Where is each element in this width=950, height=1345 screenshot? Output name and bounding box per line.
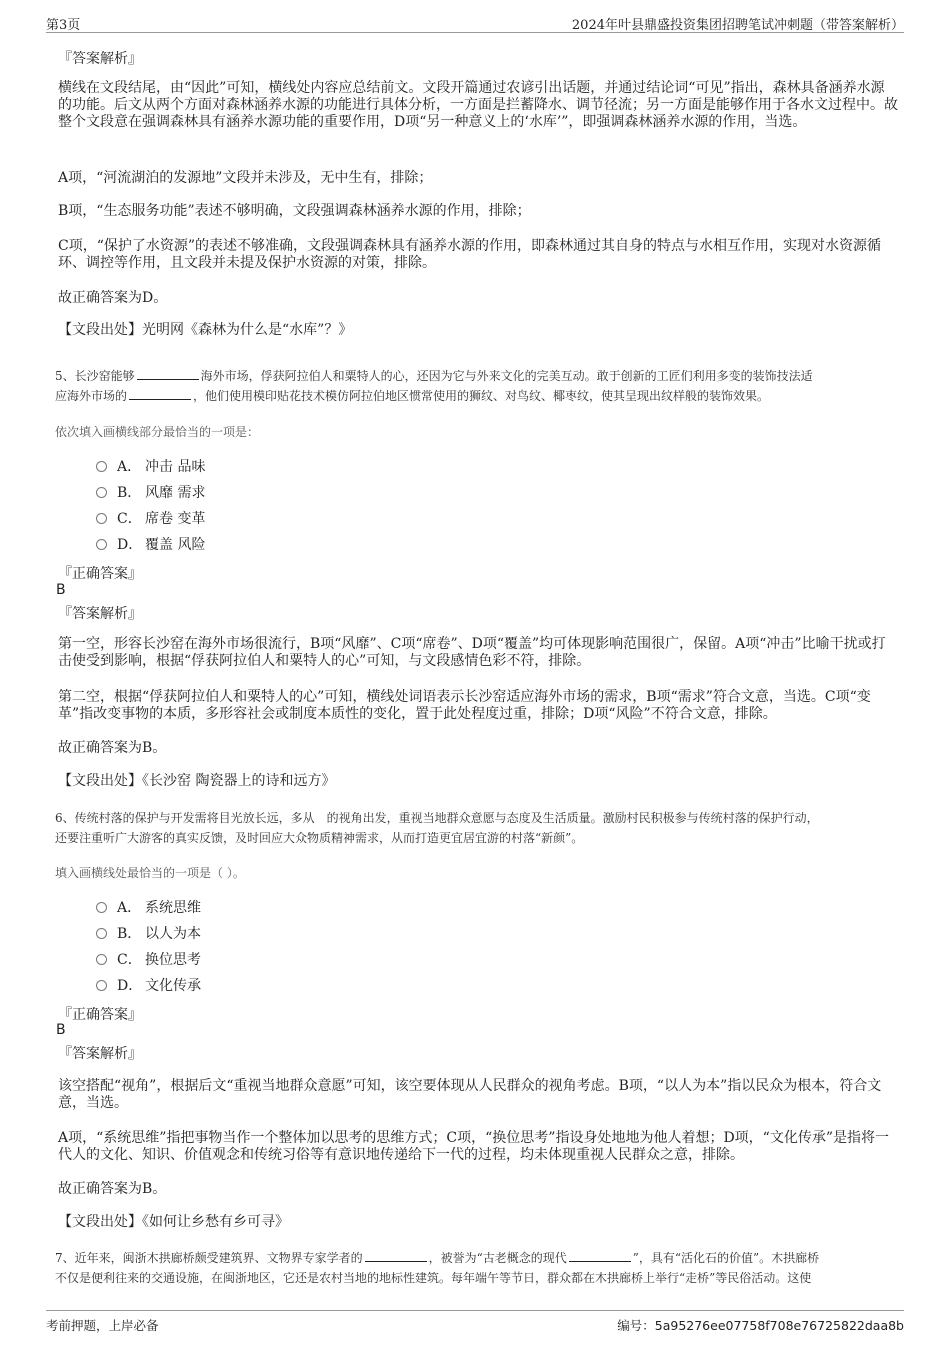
blank-line [129, 387, 191, 400]
page-number: 第3页 [46, 18, 81, 33]
blank-line [317, 810, 325, 822]
footer-slogan: 考前押题，上岸必备 [46, 1318, 159, 1333]
document-code: 编号：5a95276ee07758f708e76725822daa8b [617, 1318, 904, 1333]
q6-analysis-label: 『答案解析』 [58, 1046, 142, 1062]
q6-correct-label: 『正确答案』 [58, 1007, 142, 1023]
q5-option-c[interactable]: C． 席卷 变革 [96, 508, 205, 528]
q5-option-a[interactable]: A． 冲击 品味 [96, 456, 205, 476]
q5-answer: 故正确答案为B。 [58, 740, 167, 756]
q6-source: 【文段出处】《如何让乡愁有乡可寻》 [58, 1214, 289, 1230]
blank-line [365, 1249, 427, 1262]
q5-correct-answer: B [56, 582, 66, 598]
q4-analysis-label: 『答案解析』 [58, 51, 142, 67]
q5-instruction: 依次填入画横线部分最恰当的一项是： [55, 425, 260, 439]
q5-option-d[interactable]: D． 覆盖 风险 [96, 534, 205, 554]
radio-icon[interactable] [96, 539, 107, 550]
q6-option-c[interactable]: C． 换位思考 [96, 949, 201, 969]
q5-analysis-label: 『答案解析』 [58, 606, 142, 622]
q6-option-a[interactable]: A． 系统思维 [96, 897, 201, 917]
radio-icon[interactable] [96, 928, 107, 939]
q6-analysis-p2: A项，“系统思维”指把事物当作一个整体加以思考的思维方式；C项，“换位思考”指设身处地地为他人着想；D项，“文化传承”是指将一代人的文化、知识、价值观念和传统习俗等有意识地传递给下一代的过程，均未体现重视人民群众之意，排除。 [58, 1130, 889, 1163]
blank-line [569, 1249, 631, 1262]
radio-icon[interactable] [96, 487, 107, 498]
q5-stem: 5、长沙窑能够 海外市场，俘获阿拉伯人和粟特人的心，还因为它与外来文化的完美互动。敢于创新的工匠们利用多变的装饰技法适 应海外市场的 ，他们使用模印贴花技术模仿阿拉伯地区惯常使用的狮纹、对鸟纹、椰枣纹，使其呈现出纹样般的装饰效果。 [55, 369, 813, 403]
q4-source: 【文段出处】光明网《森林为什么是“水库”？》 [58, 322, 353, 338]
radio-icon[interactable] [96, 513, 107, 524]
q4-analysis-p1: 横线在文段结尾，由“因此”可知，横线处内容应总结前文。文段开篇通过农谚引出话题，并通过结论词“可见”指出，森林具备涵养水源的功能。后文从两个方面对森林涵养水源的功能进行具体分析，一方面是拦蓄降水、调节径流；另一方面是能够作用于各水文过程中。故整个文段意在强调森林具有涵养水源功能的重要作用，D项“另一种意义上的‘水库’”，即强调森林涵养水源的作用，当选。 [58, 80, 898, 130]
page-footer [46, 1310, 904, 1339]
q6-analysis-p1: 该空搭配“视角”，根据后文“重视当地群众意愿”可知，该空要体现从人民群众的视角考虑。B项，“以人为本”指以民众为根本，符合文意，当选。 [58, 1078, 882, 1111]
q6-option-d[interactable]: D． 文化传承 [96, 975, 201, 995]
radio-icon[interactable] [96, 954, 107, 965]
q6-option-b[interactable]: B． 以人为本 [96, 923, 201, 943]
q4-analysis-p2: A项，“河流湖泊的发源地”文段并未涉及，无中生有，排除； [58, 170, 433, 186]
radio-icon[interactable] [96, 461, 107, 472]
q6-answer: 故正确答案为B。 [58, 1181, 167, 1197]
q6-correct-answer: B [56, 1022, 66, 1038]
q6-instruction: 填入画横线处最恰当的一项是（ ）。 [55, 866, 245, 880]
q4-analysis-p4: C项，“保护了水资源”的表述不够准确，文段强调森林具有涵养水源的作用，即森林通过其自身的特点与水相互作用，实现对水资源循环、调控等作用，且文段并未提及保护水资源的对策，排除。 [58, 238, 882, 271]
q5-source: 【文段出处】《长沙窑 陶瓷器上的诗和远方》 [58, 773, 336, 789]
q5-analysis-p2: 第二空，根据“俘获阿拉伯人和粟特人的心”可知，横线处词语表示长沙窑适应海外市场的需求，B项“需求”符合文意，当选。C项“变革”指改变事物的本质，多形容社会或制度本质性的变化，置于此处程度过重，排除；D项“风险”不符合文意，排除。 [58, 689, 871, 722]
q5-correct-label: 『正确答案』 [58, 566, 142, 582]
q4-answer: 故正确答案为D。 [58, 290, 168, 306]
q5-analysis-p1: 第一空，形容长沙窑在海外市场很流行，B项“风靡”、C项“席卷”、D项“覆盖”均可体现影响范围很广，保留。A项“冲击”比喻干扰或打击使受到影响，根据“俘获阿拉伯人和粟特人的心”可知，与文段感情色彩不符，排除。 [58, 636, 886, 669]
radio-icon[interactable] [96, 902, 107, 913]
q4-analysis-p3: B项，“生态服务功能”表述不够明确，文段强调森林涵养水源的作用，排除； [58, 203, 531, 219]
document-title: 2024年叶县鼎盛投资集团招聘笔试冲刺题（带答案解析） [571, 18, 904, 33]
q6-stem: 6、传统村落的保护与开发需将目光放长远，多从 的视角出发，重视当地群众意愿与态度及生活质量。激励村民积极参与传统村落的保护行动， 还要注重听广大游客的真实反馈，及时回应大众物质精神需求，从而打造更宜居宜游的村落“新颜”。 [55, 811, 819, 845]
page-header [46, 10, 904, 33]
q7-stem: 7、近年来，闽浙木拱廊桥颇受建筑界、文物界专家学者的 ，被誉为“古老概念的现代 ”，具有“活化石的价值”。木拱廊桥 不仅是便利往来的交通设施，在闽浙地区，它还是农村当地的地标性建筑。每年端午等节日，群众都在木拱廊桥上举行“走桥”等民俗活动。这使 [55, 1251, 820, 1285]
radio-icon[interactable] [96, 980, 107, 991]
blank-line [137, 367, 199, 380]
q5-option-b[interactable]: B． 风靡 需求 [96, 482, 205, 502]
